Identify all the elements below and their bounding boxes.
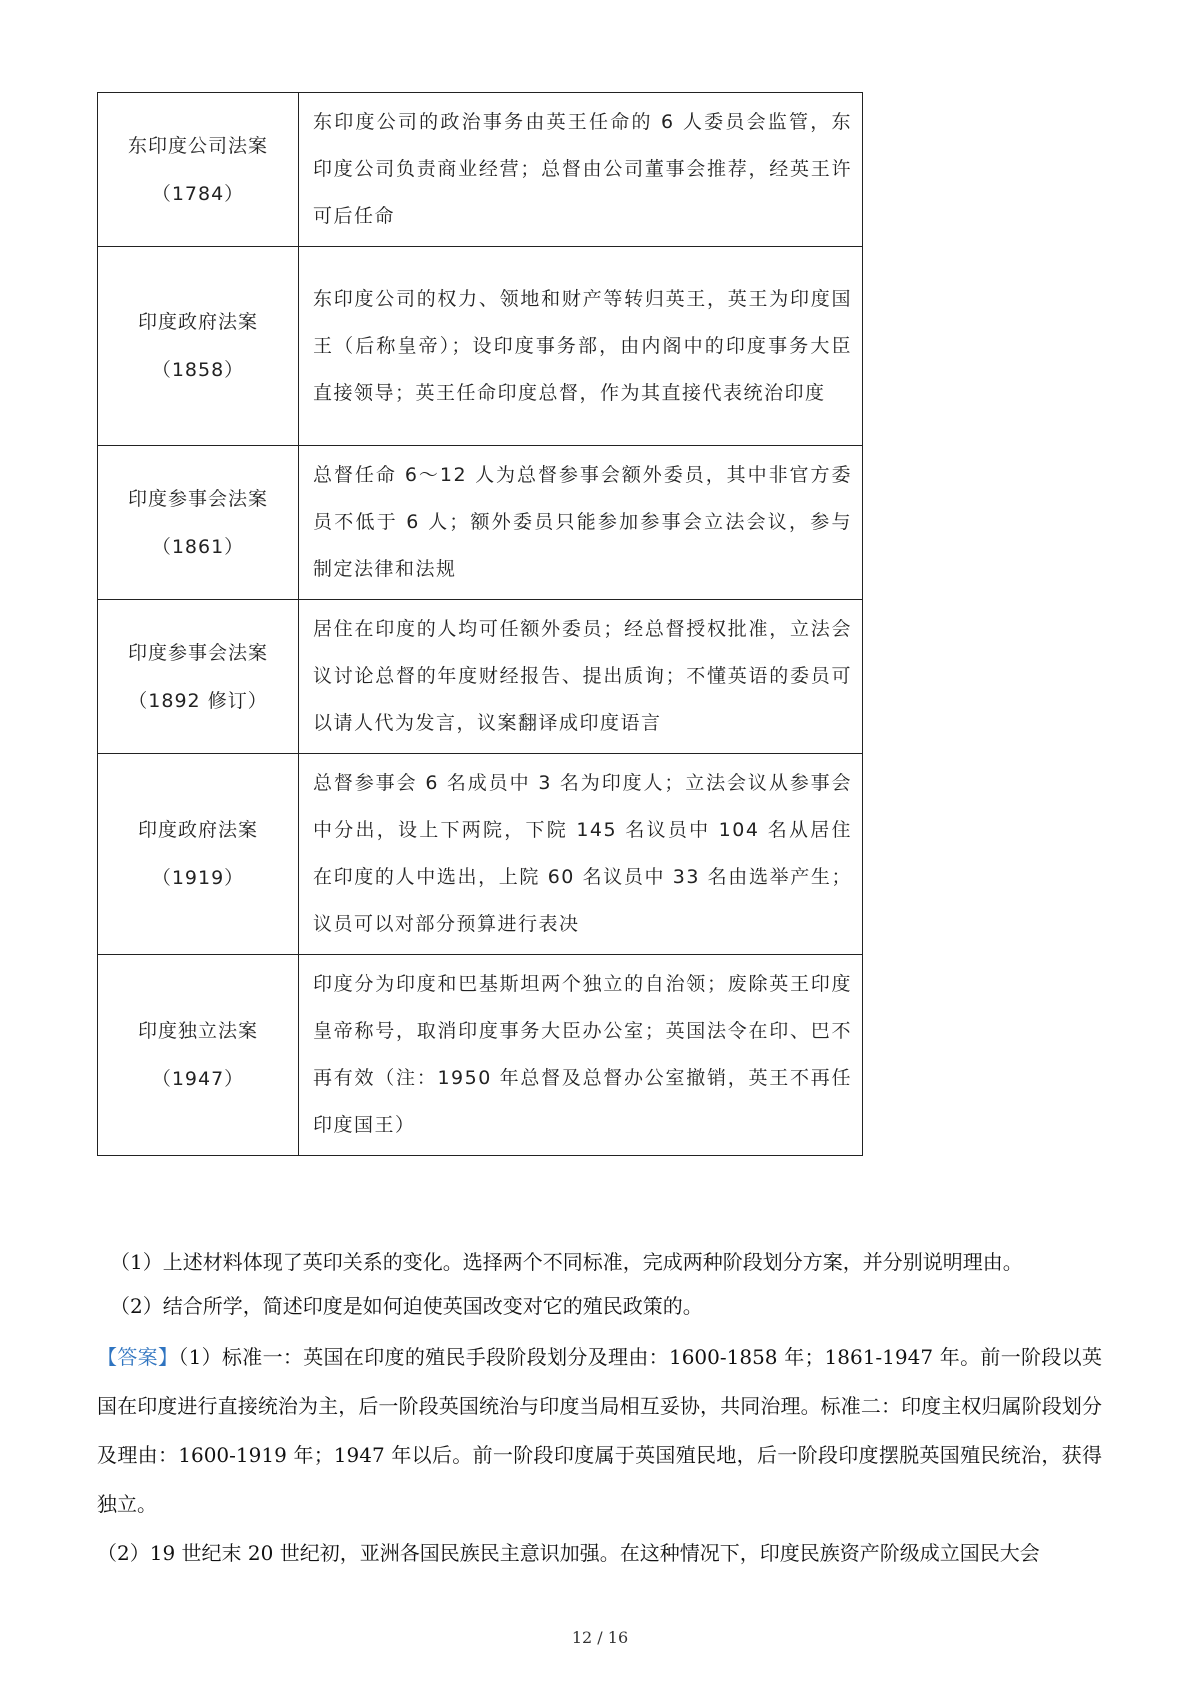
table-row xyxy=(98,955,863,1156)
act-content: 东印度公司的政治事务由英王任命的 6 人委员会监管，东印度公司负责商业经营；总督由公司董事会推荐，经英王许可后任命 xyxy=(299,93,863,247)
act-cell xyxy=(98,247,299,446)
answer-part-1-text: （1）标准一：英国在印度的殖民手段阶段划分及理由：1600-1858 年；1861-1947 年。前一阶段以英国在印度进行直接统治为主，后一阶段英国统治与印度当局相互妥协，共同治理。标准二：印度主权归属阶段划分及理由：1600-1919 年；1947 年以后。前一阶段印度属于英国殖民地，后一阶段印度摆脱英国殖民统治，获得独立。 xyxy=(97,1345,1102,1516)
act-cell xyxy=(98,754,299,955)
act-cell xyxy=(98,93,299,247)
answer-label: 【答案】 xyxy=(97,1345,179,1369)
act-content: 印度分为印度和巴基斯坦两个独立的自治领；废除英王印度皇帝称号，取消印度事务大臣办公室；英国法令在印、巴不再有效（注：1950 年总督及总督办公室撤销，英王不再任印度国王） xyxy=(299,955,863,1156)
act-content: 东印度公司的权力、领地和财产等转归英王，英王为印度国王（后称皇帝）；设印度事务部，由内阁中的印度事务大臣直接领导；英王任命印度总督，作为其直接代表统治印度 xyxy=(299,247,863,446)
act-name: 印度政府法案 xyxy=(137,311,258,333)
act-year: （1861） xyxy=(151,535,245,558)
answer-section xyxy=(97,1333,1102,1578)
table-row xyxy=(98,446,863,600)
act-content: 总督任命 6～12 人为总督参事会额外委员，其中非官方委员不低于 6 人；额外委员只能参加参事会立法会议，参与制定法律和法规 xyxy=(299,446,863,600)
act-year: （1947） xyxy=(151,1068,245,1090)
act-year: （1892 修订） xyxy=(128,689,268,712)
acts-table xyxy=(97,92,863,1156)
question-1: （1）上述材料体现了英印关系的变化。选择两个不同标准，完成两种阶段划分方案，并分别说明理由。 xyxy=(110,1250,1023,1274)
answer-part-2: （2）19 世纪末 20 世纪初，亚洲各国民族民主意识加强。在这种情况下，印度民族资产阶级成立国民大会 xyxy=(97,1541,1040,1565)
act-cell xyxy=(98,446,299,600)
act-name: 印度政府法案 xyxy=(137,819,258,841)
question-2: （2）结合所学，简述印度是如何迫使英国改变对它的殖民政策的。 xyxy=(110,1294,703,1318)
act-cell xyxy=(98,600,299,754)
act-year: （1784） xyxy=(151,182,245,205)
act-name: 印度独立法案 xyxy=(137,1020,258,1042)
table-row xyxy=(98,247,863,446)
act-name: 东印度公司法案 xyxy=(127,134,268,157)
act-name: 印度参事会法案 xyxy=(127,641,268,664)
act-name: 印度参事会法案 xyxy=(127,487,268,510)
table-row xyxy=(98,754,863,955)
act-year: （1919） xyxy=(151,867,245,889)
act-content: 居住在印度的人均可任额外委员；经总督授权批准，立法会议讨论总督的年度财经报告、提出质询；不懂英语的委员可以请人代为发言，议案翻译成印度语言 xyxy=(299,600,863,754)
questions xyxy=(110,1240,1100,1328)
answer-part-1 xyxy=(97,1333,1102,1529)
act-content: 总督参事会 6 名成员中 3 名为印度人；立法会议从参事会中分出，设上下两院，下院 145 名议员中 104 名从居住在印度的人中选出，上院 60 名议员中 33 名由选举产生；议员可以对部分预算进行表决 xyxy=(299,754,863,955)
act-year: （1858） xyxy=(151,359,245,381)
act-cell xyxy=(98,955,299,1156)
table-row xyxy=(98,600,863,754)
table-row xyxy=(98,93,863,247)
page-number: 12 / 16 xyxy=(571,1628,629,1647)
